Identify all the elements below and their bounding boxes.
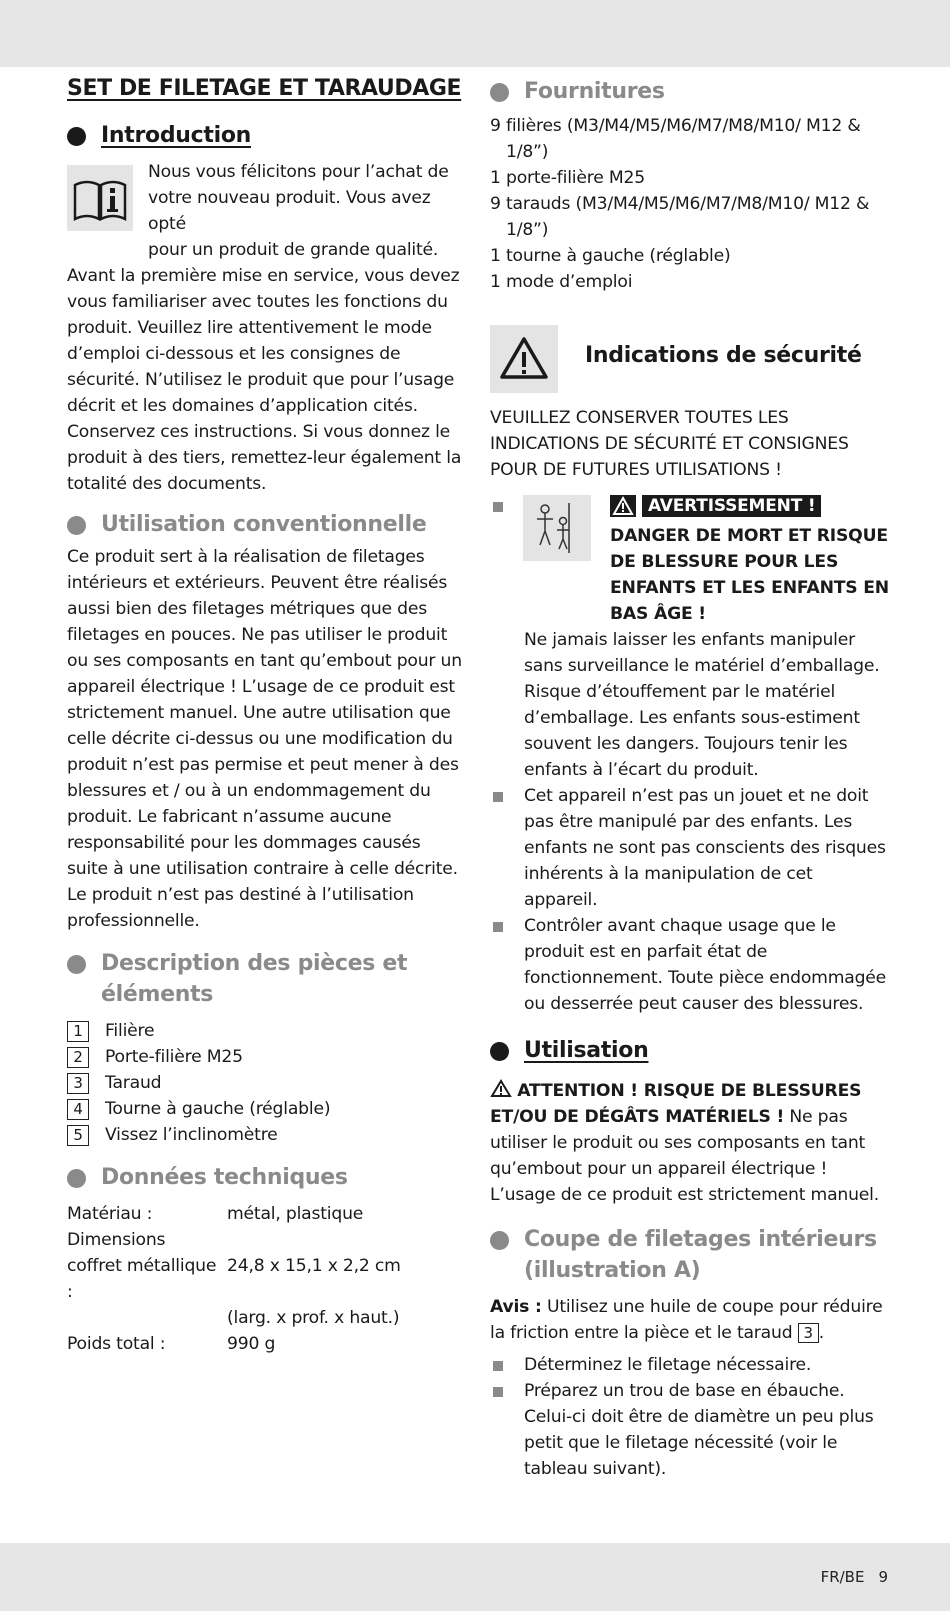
page-footer [807,1568,888,1586]
coupe-heading: Coupe de filetages intérieurs (illustration A) [490,1224,890,1286]
part-item: 1 Filière [67,1018,463,1044]
intro-line-2: votre nouveau produit. Vous avez opté [148,188,431,234]
bullet-dot-icon [67,127,86,146]
warning-triangle-icon [490,325,558,393]
case-note: (larg. x prof. x haut.) [227,1308,400,1328]
weight-label: Poids total : [67,1334,166,1354]
square-bullet-icon [493,1387,503,1397]
safety-header [490,325,890,393]
attention-paragraph [490,1078,890,1208]
info-book-icon [67,165,133,231]
material-label: Matériau : [67,1204,153,1224]
bullet-dot-icon [67,516,86,535]
warning-badge [610,493,821,519]
tech-data [67,1201,463,1357]
avis-text: Utilisez une huile de coupe pour réduire la friction entre la pièce et le taraud [490,1297,883,1343]
supply-item: 1 mode d’emploi [490,272,633,292]
intro-body: Avant la première mise en service, vous devez vous familiariser avec toutes les fonctions du produit. Veuillez lire attentivement le mode d’emploi ci-dessous et les consignes de sécurité. N’utilisez le produit que pour l’usage décrit et les domaines d’application cités. Conservez ces instructions. Si vous donnez le produit à des tiers, remettez-leur également la totalité des documents. [67,266,462,494]
weight-value: 990 g [227,1334,276,1354]
square-bullet-icon [493,1361,503,1371]
part-item: 2 Porte-filière M25 [67,1044,463,1070]
page-number: 9 [878,1568,888,1586]
utilisation-heading: Utilisation [490,1035,890,1066]
part-item: 4 Tourne à gauche (réglable) [67,1096,463,1122]
list-item: Déterminez le filetage nécessaire. [490,1352,890,1378]
avis-paragraph: Avis : Utilisez une huile de coupe pour réduire la friction entre la pièce et le taraud 3 . [490,1297,883,1343]
square-bullet-icon [493,792,503,802]
top-bar [0,0,950,67]
case-label: coffret métallique : [67,1256,217,1302]
warning-triangle-icon [610,495,636,517]
dimensions-label: Dimensions [67,1230,166,1250]
right-column [490,70,890,1482]
utilisation-body: Ne pas utiliser le produit ou ses composants en tant qu’embout pour un appareil électrique ! L’usage de ce produit est strictement manuel. [490,1107,880,1205]
supply-item: 9 tarauds (M3/M4/M5/M6/M7/M8/M10/ M12 & 1/8”) [490,194,870,240]
left-column [67,70,463,1357]
list-item: Contrôler avant chaque usage que le produit est en parfait état de fonctionnement. Toute pièce endommagée ou desserrée peut causer des blessures. [490,913,890,1017]
supply-item: 1 tourne à gauche (réglable) [490,246,731,266]
tech-heading: Données techniques [67,1162,463,1193]
bullet-dot-icon [67,955,86,974]
safety-heading: Indications de sécurité [585,343,862,368]
bullet-dot-icon [490,83,509,102]
bullet-dot-icon [490,1042,509,1061]
material-value: métal, plastique [227,1204,364,1224]
safety-keep-notice: VEUILLEZ CONSERVER TOUTES LES INDICATIONS DE SÉCURITÉ ET CONSIGNES POUR DE FUTURES UTILISATIONS ! [490,408,849,480]
danger-body: Ne jamais laisser les enfants manipuler sans surveillance le matériel d’emballage. Risque d’étouffement par le matériel d’emballage. Les enfants sous-estiment souvent les dangers. Toujours tenir les enfants à l’écart du produit. [524,630,880,780]
part-ref-badge: 3 [798,1323,819,1343]
usage-body: Ce produit sert à la réalisation de filetages intérieurs et extérieurs. Peuvent être réalisés aussi bien des filetages métriques que des filetages en pouces. Ne pas utiliser le produit ou ses composants en tant qu’embout pour un appareil électrique ! L’usage de ce produit est strictement manuel. Une autre utilisation que celle décrite ci-dessus ou une modification du produit n’est pas permise et peut mener à des blessures et / ou à un endommagement du produit. Le fabricant n’assume aucune responsabilité pour les dommages causés suite à une utilisation contraire à celle décrite. Le produit n’est pas destiné à l’utilisation professionnelle. [67,547,462,931]
page-title: SET DE FILETAGE ET TARAUDAGE [67,76,462,101]
parts-heading: Description des pièces et éléments [67,948,463,1010]
intro-line-1: Nous vous félicitons pour l’achat de [148,162,449,182]
warning-block [490,493,890,627]
parts-list [67,1018,463,1148]
square-bullet-icon [493,502,503,512]
bullet-dot-icon [67,1169,86,1188]
warning-label: AVERTISSEMENT ! [642,495,821,517]
supply-item: 9 filières (M3/M4/M5/M6/M7/M8/M10/ M12 & 1/8”) [490,116,861,162]
warning-triangle-icon [490,1079,512,1098]
list-item: Cet appareil n’est pas un jouet et ne doit pas être manipulé par des enfants. Les enfants ne sont pas conscients des risques inhérents à la manipulation de cet appareil. [490,783,890,913]
intro-line-3: pour un produit de grande qualité. [148,240,439,260]
avis-label: Avis : [490,1297,542,1317]
danger-text: DANGER DE MORT ET RISQUE DE BLESSURE POUR LES ENFANTS ET LES ENFANTS EN BAS ÂGE ! [610,526,889,624]
attention-text: ATTENTION ! RISQUE DE BLESSURES ET/OU DE DÉGÂTS MATÉRIELS ! [490,1081,862,1127]
supplies-heading: Fournitures [490,76,890,107]
child-hazard-icon [523,495,591,561]
intro-heading: Introduction [67,120,463,151]
footer-lang: FR/BE [820,1568,865,1586]
part-item: 5 Vissez l’inclinomètre [67,1122,463,1148]
supply-item: 1 porte-filière M25 [490,168,645,188]
intro-section [67,159,463,497]
supplies-list [490,113,890,295]
bullet-dot-icon [490,1231,509,1250]
list-item: Préparez un trou de base en ébauche. Celui-ci doit être de diamètre un peu plus petit que le filetage nécessité (voir le tableau suivant). [490,1378,890,1482]
part-item: 3 Taraud [67,1070,463,1096]
usage-heading: Utilisation conventionnelle [67,509,463,540]
case-value: 24,8 x 15,1 x 2,2 cm [227,1256,401,1276]
square-bullet-icon [493,922,503,932]
